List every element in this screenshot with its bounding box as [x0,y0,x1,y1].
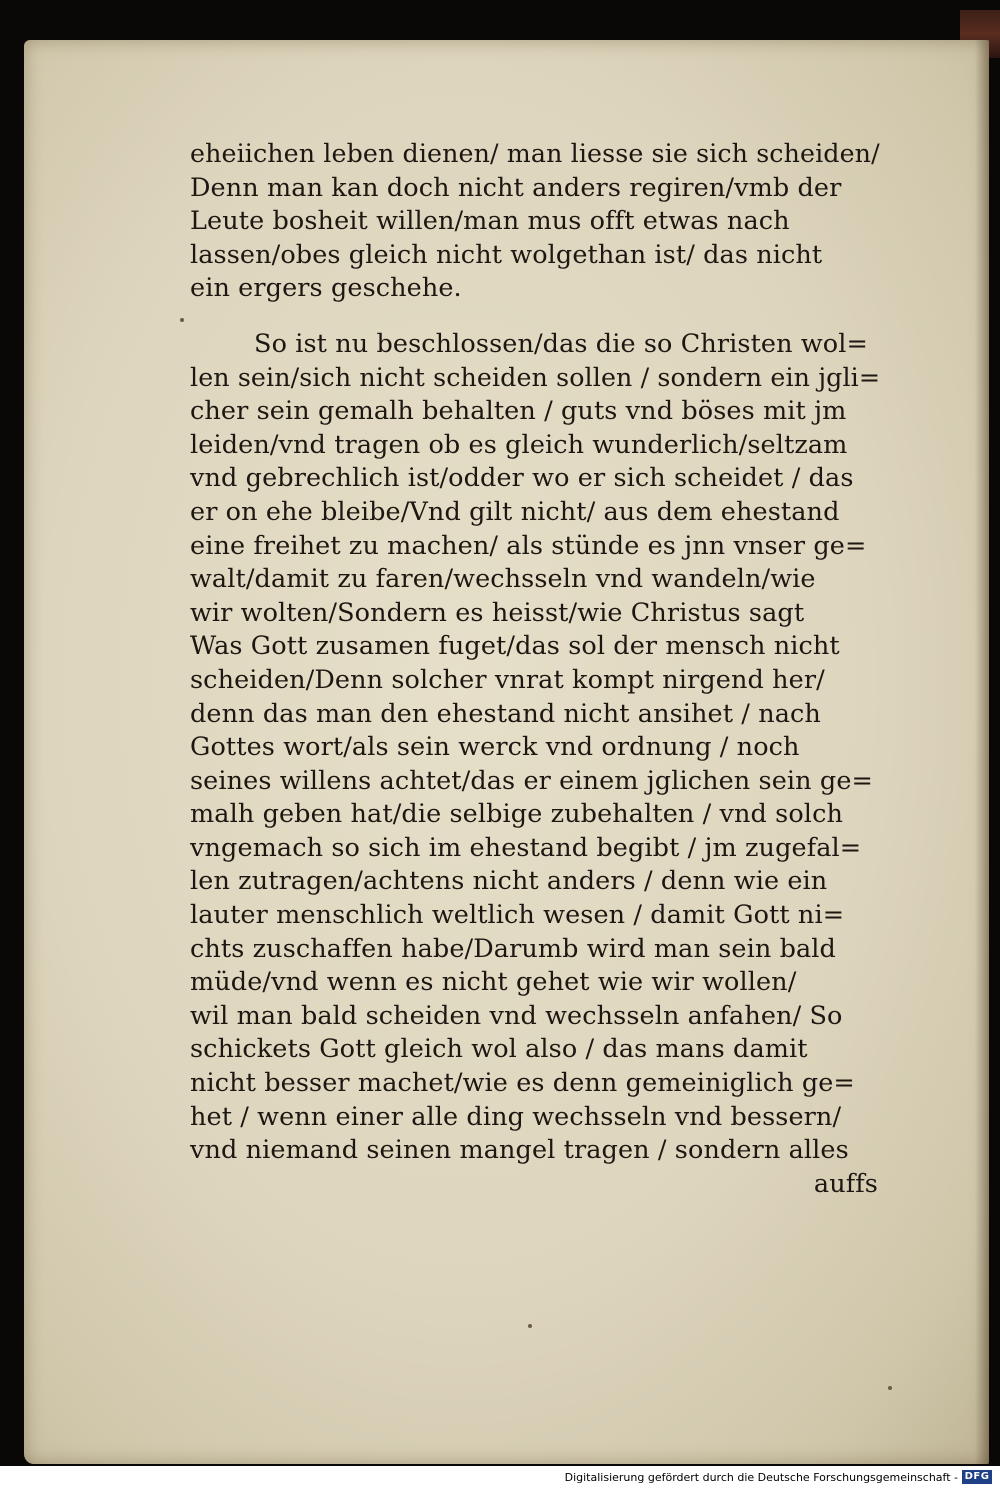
text-line: Was Gott zusamen fuget/das sol der mensch nicht [190,631,840,662]
text-line: eheiichen leben dienen/ man liesse sie sich scheiden/ [190,139,880,169]
text-line: walt/damit zu faren/wechsseln vnd wandeln/wie [190,564,816,595]
text-line: len sein/sich nicht scheiden sollen / sondern ein jgli= [190,362,881,393]
ink-speck [528,1324,532,1328]
text-line: müde/vnd wenn es nicht gehet wie wir wollen/ [190,967,797,998]
text-line: lauter menschlich weltlich wesen / damit Gott ni= [190,900,845,931]
text-line: seines willens achtet/das er einem jglichen sein ge= [190,765,873,796]
text-line: Leute bosheit willen/man mus offt etwas nach [190,206,790,237]
funding-credit: Digitalisierung gefördert durch die Deutsche Forschungsgemeinschaft - [564,1471,958,1484]
page-text [190,138,890,1201]
dfg-logo-icon: DFG [962,1470,992,1484]
page-edge-shadow [975,40,989,1464]
text-line: malh geben hat/die selbige zubehalten / vnd solch [190,799,843,830]
text-line: denn das man den ehestand nicht ansihet / nach [190,698,821,729]
text-line: het / wenn einer alle ding wechsseln vnd bessern/ [190,1101,842,1132]
ink-speck [180,318,184,322]
text-line: lassen/obes gleich nicht wolgethan ist/ das nicht [190,239,823,270]
text-line: leiden/vnd tragen ob es gleich wunderlich/seltzam [190,429,848,460]
text-line: vngemach so sich im ehestand begibt / jm zugefal= [190,832,862,863]
text-line: Gottes wort/als sein werck vnd ordnung / noch [190,732,800,763]
ink-speck [888,1386,892,1390]
footer-bar [0,1466,1000,1488]
paragraph-gap [190,306,890,328]
text-line: er on ehe bleibe/Vnd gilt nicht/ aus dem ehestand [190,496,840,527]
text-line: len zutragen/achtens nicht anders / denn wie ein [190,866,828,897]
text-line: vnd niemand seinen mangel tragen / sondern alles [190,1135,849,1166]
text-line: scheiden/Denn solcher vnrat kompt nirgend her/ [190,664,825,695]
text-line: wil man bald scheiden vnd wechsseln anfahen/ So [190,1000,843,1031]
catchword: auffs [813,1168,878,1199]
text-line: eine freihet zu machen/ als stünde es jnn vnser ge= [190,530,867,561]
paragraph-first-line: So ist nu beschlossen/das die so Christen wol= [254,328,868,359]
text-line: chts zuschaffen habe/Darumb wird man sein bald [190,933,836,964]
text-line: cher sein gemalh behalten / guts vnd böses mit jm [190,396,847,427]
text-line: nicht besser machet/wie es denn gemeiniglich ge= [190,1068,855,1099]
text-line: vnd gebrechlich ist/odder wo er sich scheidet / das [190,463,854,494]
text-line: ein ergers geschehe. [190,273,462,304]
text-line: schickets Gott gleich wol also / das mans damit [190,1034,808,1065]
text-line: Denn man kan doch nicht anders regiren/vmb der [190,172,842,203]
text-line: wir wolten/Sondern es heisst/wie Christus sagt [190,597,805,628]
